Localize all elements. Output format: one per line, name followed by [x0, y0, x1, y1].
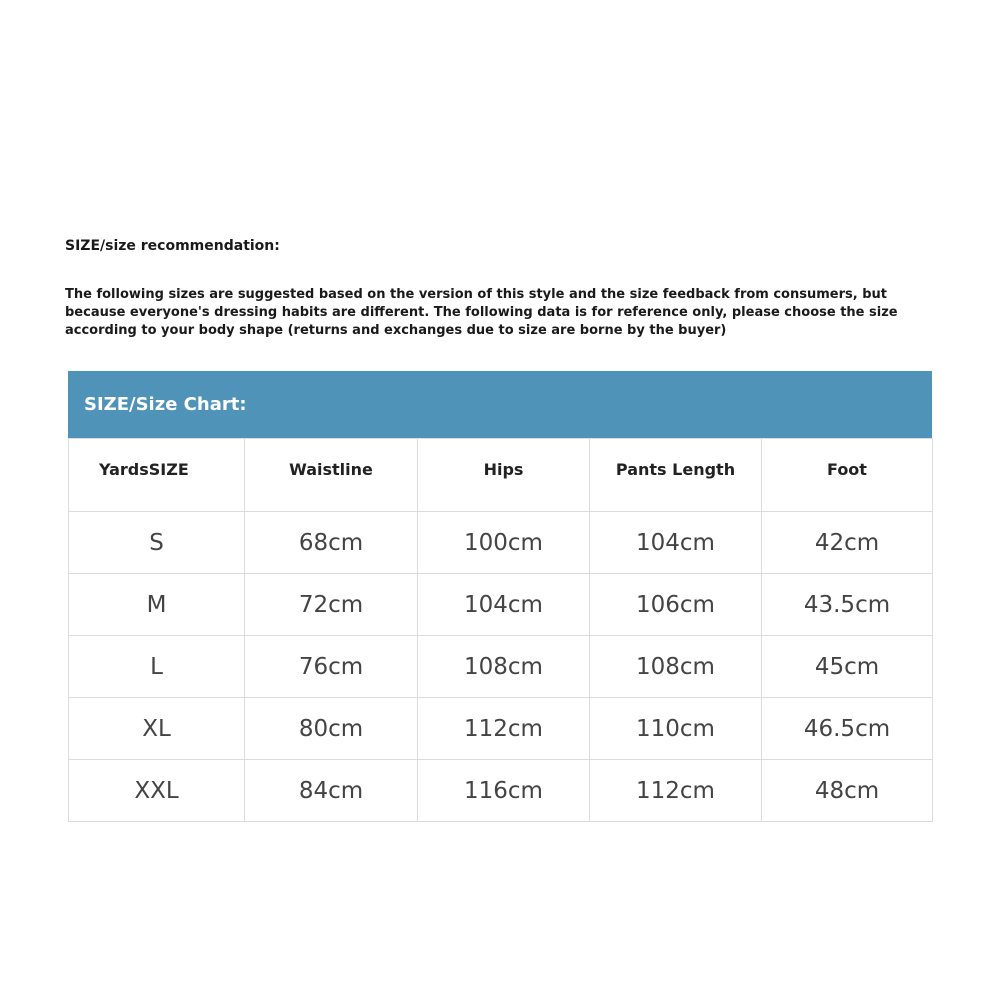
cell-waistline: 80cm: [245, 698, 418, 760]
recommendation-line: because everyone's dressing habits are different. The following data is for reference only, please choose the size: [65, 305, 898, 320]
column-header-foot: Foot: [762, 439, 933, 512]
cell-hips: 108cm: [418, 636, 590, 698]
cell-foot: 43.5cm: [762, 574, 933, 636]
table-row: [69, 574, 933, 636]
cell-foot: 45cm: [762, 636, 933, 698]
cell-waistline: 84cm: [245, 760, 418, 822]
column-header-waistline: Waistline: [245, 439, 418, 512]
size-chart-title: SIZE/Size Chart:: [68, 371, 932, 438]
recommendation-text: [65, 286, 945, 340]
cell-size: XL: [69, 698, 245, 760]
recommendation-title: SIZE/size recommendation:: [65, 238, 280, 254]
cell-size: S: [69, 512, 245, 574]
cell-pants-length: 108cm: [590, 636, 762, 698]
cell-foot: 48cm: [762, 760, 933, 822]
size-table: [68, 438, 933, 822]
cell-pants-length: 104cm: [590, 512, 762, 574]
recommendation-line: The following sizes are suggested based on the version of this style and the size feedback from consumers, but: [65, 287, 887, 302]
cell-hips: 112cm: [418, 698, 590, 760]
table-row: [69, 636, 933, 698]
cell-waistline: 72cm: [245, 574, 418, 636]
cell-size: M: [69, 574, 245, 636]
cell-size: L: [69, 636, 245, 698]
recommendation-line: according to your body shape (returns and exchanges due to size are borne by the buyer): [65, 323, 727, 338]
cell-foot: 46.5cm: [762, 698, 933, 760]
table-row: [69, 512, 933, 574]
table-row: [69, 698, 933, 760]
cell-waistline: 68cm: [245, 512, 418, 574]
column-header-pants-length: Pants Length: [590, 439, 762, 512]
cell-pants-length: 106cm: [590, 574, 762, 636]
cell-pants-length: 110cm: [590, 698, 762, 760]
cell-hips: 100cm: [418, 512, 590, 574]
cell-waistline: 76cm: [245, 636, 418, 698]
column-header-hips: Hips: [418, 439, 590, 512]
cell-pants-length: 112cm: [590, 760, 762, 822]
table-header-row: [69, 439, 933, 512]
cell-hips: 104cm: [418, 574, 590, 636]
cell-hips: 116cm: [418, 760, 590, 822]
size-chart: [68, 371, 932, 822]
cell-foot: 42cm: [762, 512, 933, 574]
column-header-size: YardsSIZE: [69, 439, 245, 512]
table-row: [69, 760, 933, 822]
cell-size: XXL: [69, 760, 245, 822]
